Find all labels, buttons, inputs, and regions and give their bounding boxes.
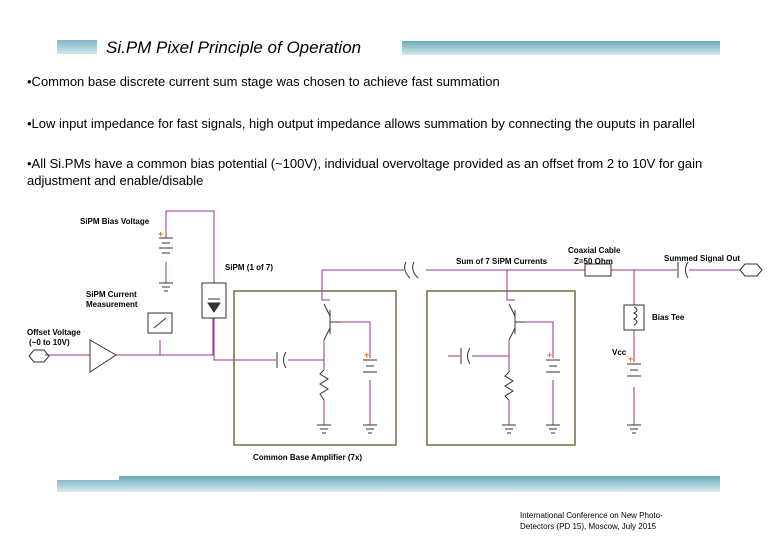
ground-icon bbox=[502, 425, 516, 433]
bullet-2: •Low input impedance for fast signals, high output impedance allows summation by connecting the ouputs in parallel bbox=[27, 116, 695, 131]
ground-icon bbox=[546, 425, 560, 433]
bullet-1: •Common base discrete current sum stage was chosen to achieve fast summation bbox=[27, 74, 500, 89]
bias-tee-inductor-icon bbox=[624, 305, 644, 330]
slide-title: Si.PM Pixel Principle of Operation bbox=[106, 38, 362, 57]
label-sipm-bias-voltage: SiPM Bias Voltage bbox=[80, 217, 150, 226]
label-sum-of-currents: Sum of 7 SiPM Currents bbox=[456, 257, 548, 266]
transistor-icon bbox=[324, 304, 340, 340]
amplifier-box-1 bbox=[234, 291, 396, 445]
label-vcc: Vcc bbox=[612, 348, 627, 357]
emitter-wire-1 bbox=[288, 340, 324, 360]
label-common-base-amplifier: Common Base Amplifier (7x) bbox=[253, 453, 363, 462]
resistor-icon bbox=[320, 370, 328, 400]
battery-icon bbox=[363, 360, 377, 372]
offset-sipm-wire bbox=[160, 318, 213, 355]
battery-icon bbox=[546, 360, 560, 372]
label-sipm-1-of-7: SiPM (1 of 7) bbox=[225, 263, 274, 272]
label-coaxial-cable-1: Coaxial Cable bbox=[568, 246, 621, 255]
ground-icon bbox=[363, 425, 377, 433]
emitter-wire-2 bbox=[472, 340, 509, 356]
footer-line-1: International Conference on New Photo- bbox=[520, 511, 663, 520]
break-mark-icon bbox=[405, 262, 418, 278]
svg-text:+: + bbox=[158, 229, 164, 239]
ground-icon bbox=[627, 425, 641, 433]
ground-icon bbox=[159, 283, 173, 291]
sipm-wire bbox=[214, 318, 235, 360]
footer-conference bbox=[520, 510, 700, 532]
vcc-battery-icon bbox=[627, 364, 641, 376]
label-summed-signal-out: Summed Signal Out bbox=[664, 254, 741, 263]
bullet-3: •All Si.PMs have a common bias potential (~100V), individual overvoltage provided as an offset from 2 to 10V for gain adjustment and enable/disable bbox=[27, 156, 703, 188]
capacitor-icon bbox=[461, 348, 470, 364]
label-sipm-current-2: Measurement bbox=[86, 300, 138, 309]
buffer-amplifier-icon bbox=[90, 340, 116, 372]
svg-text:+: + bbox=[364, 350, 370, 360]
label-sipm-current-1: SiPM Current bbox=[86, 290, 137, 299]
resistor-icon bbox=[505, 372, 513, 400]
bias-battery-icon bbox=[159, 238, 173, 253]
bias-wire bbox=[166, 211, 214, 283]
label-offset-voltage-2: (~0 to 10V) bbox=[29, 338, 70, 347]
offset-input-port-icon bbox=[29, 350, 49, 362]
label-offset-voltage-1: Offset Voltage bbox=[27, 328, 81, 337]
label-bias-tee: Bias Tee bbox=[652, 313, 685, 322]
capacitor-icon bbox=[678, 262, 688, 278]
footer-accent-bar bbox=[57, 476, 720, 492]
footer-accent-stub bbox=[57, 476, 119, 480]
ground-icon bbox=[317, 425, 331, 433]
footer-line-2: Detectors (PD 15), Moscow, July 2015 bbox=[520, 522, 657, 531]
svg-text:+: + bbox=[628, 354, 634, 364]
collector-wire-2 bbox=[507, 270, 515, 300]
offset-out-wire bbox=[116, 340, 160, 355]
transistor-icon bbox=[509, 304, 525, 340]
label-coaxial-cable-2: Z=50 Ohm bbox=[574, 257, 613, 266]
svg-text:+: + bbox=[547, 350, 553, 360]
output-port-icon bbox=[740, 264, 762, 276]
capacitor-icon bbox=[277, 352, 286, 368]
collector-wire-1 bbox=[322, 270, 330, 300]
